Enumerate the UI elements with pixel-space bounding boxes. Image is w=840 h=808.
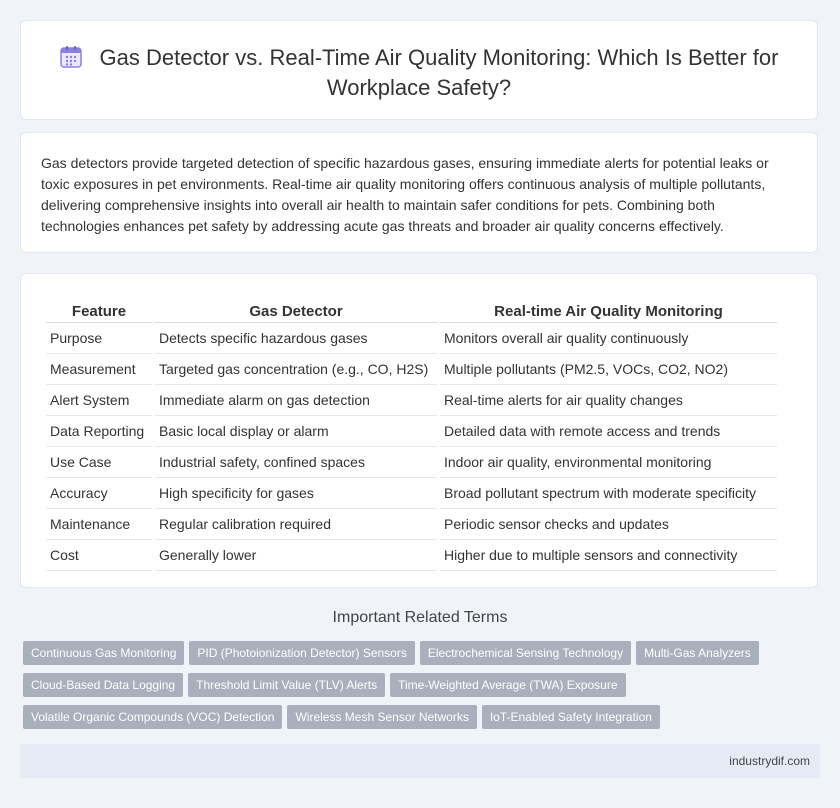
table-row — [46, 540, 777, 571]
cell-feature: Purpose — [46, 323, 152, 354]
table-row — [46, 354, 777, 385]
header-feature: Feature — [46, 294, 152, 323]
table-row — [46, 385, 777, 416]
intro-card — [20, 132, 818, 253]
cell-gas-detector: Regular calibration required — [155, 509, 437, 540]
cell-gas-detector: Detects specific hazardous gases — [155, 323, 437, 354]
related-terms-heading: Important Related Terms — [332, 609, 508, 626]
cell-gas-detector: Basic local display or alarm — [155, 416, 437, 447]
cell-feature: Measurement — [46, 354, 152, 385]
calendar-icon — [60, 45, 82, 69]
comparison-table — [43, 294, 780, 571]
tag-row — [23, 673, 823, 705]
cell-feature: Cost — [46, 540, 152, 571]
page-title-text: Gas Detector vs. Real-Time Air Quality Monitoring: Which Is Better for Workplace Safety? — [99, 45, 779, 100]
related-term-tag[interactable]: Wireless Mesh Sensor Networks — [287, 705, 476, 729]
cell-gas-detector: High specificity for gases — [155, 478, 437, 509]
header-gas-detector: Gas Detector — [155, 294, 437, 323]
cell-air-quality: Periodic sensor checks and updates — [440, 509, 777, 540]
tag-row — [23, 641, 823, 673]
table-row — [46, 509, 777, 540]
title-card — [20, 20, 818, 120]
related-term-tag[interactable]: Electrochemical Sensing Technology — [420, 641, 631, 665]
related-term-tag[interactable]: Volatile Organic Compounds (VOC) Detection — [23, 705, 282, 729]
header-air-quality-monitoring: Real-time Air Quality Monitoring — [440, 294, 777, 323]
related-term-tag[interactable]: PID (Photoionization Detector) Sensors — [189, 641, 414, 665]
cell-air-quality: Broad pollutant spectrum with moderate specificity — [440, 478, 777, 509]
related-term-tag[interactable]: Cloud-Based Data Logging — [23, 673, 183, 697]
cell-air-quality: Multiple pollutants (PM2.5, VOCs, CO2, NO2) — [440, 354, 777, 385]
cell-air-quality: Higher due to multiple sensors and connectivity — [440, 540, 777, 571]
page-title — [41, 43, 797, 103]
table-header-row — [46, 294, 777, 323]
cell-feature: Maintenance — [46, 509, 152, 540]
cell-feature: Alert System — [46, 385, 152, 416]
cell-gas-detector: Generally lower — [155, 540, 437, 571]
related-term-tag[interactable]: Multi-Gas Analyzers — [636, 641, 759, 665]
table-row — [46, 323, 777, 354]
comparison-card — [20, 273, 818, 588]
related-term-tag[interactable]: Continuous Gas Monitoring — [23, 641, 184, 665]
related-term-tag[interactable]: Time-Weighted Average (TWA) Exposure — [390, 673, 625, 697]
cell-air-quality: Indoor air quality, environmental monitoring — [440, 447, 777, 478]
related-term-tag[interactable]: Threshold Limit Value (TLV) Alerts — [188, 673, 385, 697]
cell-air-quality: Real-time alerts for air quality changes — [440, 385, 777, 416]
cell-feature: Use Case — [46, 447, 152, 478]
cell-feature: Accuracy — [46, 478, 152, 509]
cell-air-quality: Monitors overall air quality continuously — [440, 323, 777, 354]
tag-row — [23, 705, 823, 737]
table-row — [46, 447, 777, 478]
cell-feature: Data Reporting — [46, 416, 152, 447]
table-row — [46, 478, 777, 509]
intro-paragraph: Gas detectors provide targeted detection of specific hazardous gases, ensuring immediate alerts for potential leaks or toxic exposures in pet environments. Real-time air quality monitoring offers continuous analysis of multiple pollutants, delivering comprehensive insights into overall air health to maintain safer conditions for pets. Combining both technologies enhances pet safety by addressing acute gas threats and broader air quality concerns effectively. — [41, 155, 769, 234]
cell-gas-detector: Targeted gas concentration (e.g., CO, H2S) — [155, 354, 437, 385]
footer — [20, 744, 820, 778]
table-body — [46, 323, 777, 571]
cell-gas-detector: Industrial safety, confined spaces — [155, 447, 437, 478]
cell-air-quality: Detailed data with remote access and trends — [440, 416, 777, 447]
table-row — [46, 416, 777, 447]
footer-site: industrydif.com — [729, 754, 810, 768]
cell-gas-detector: Immediate alarm on gas detection — [155, 385, 437, 416]
related-term-tag[interactable]: IoT-Enabled Safety Integration — [482, 705, 660, 729]
related-terms-list — [23, 641, 823, 737]
